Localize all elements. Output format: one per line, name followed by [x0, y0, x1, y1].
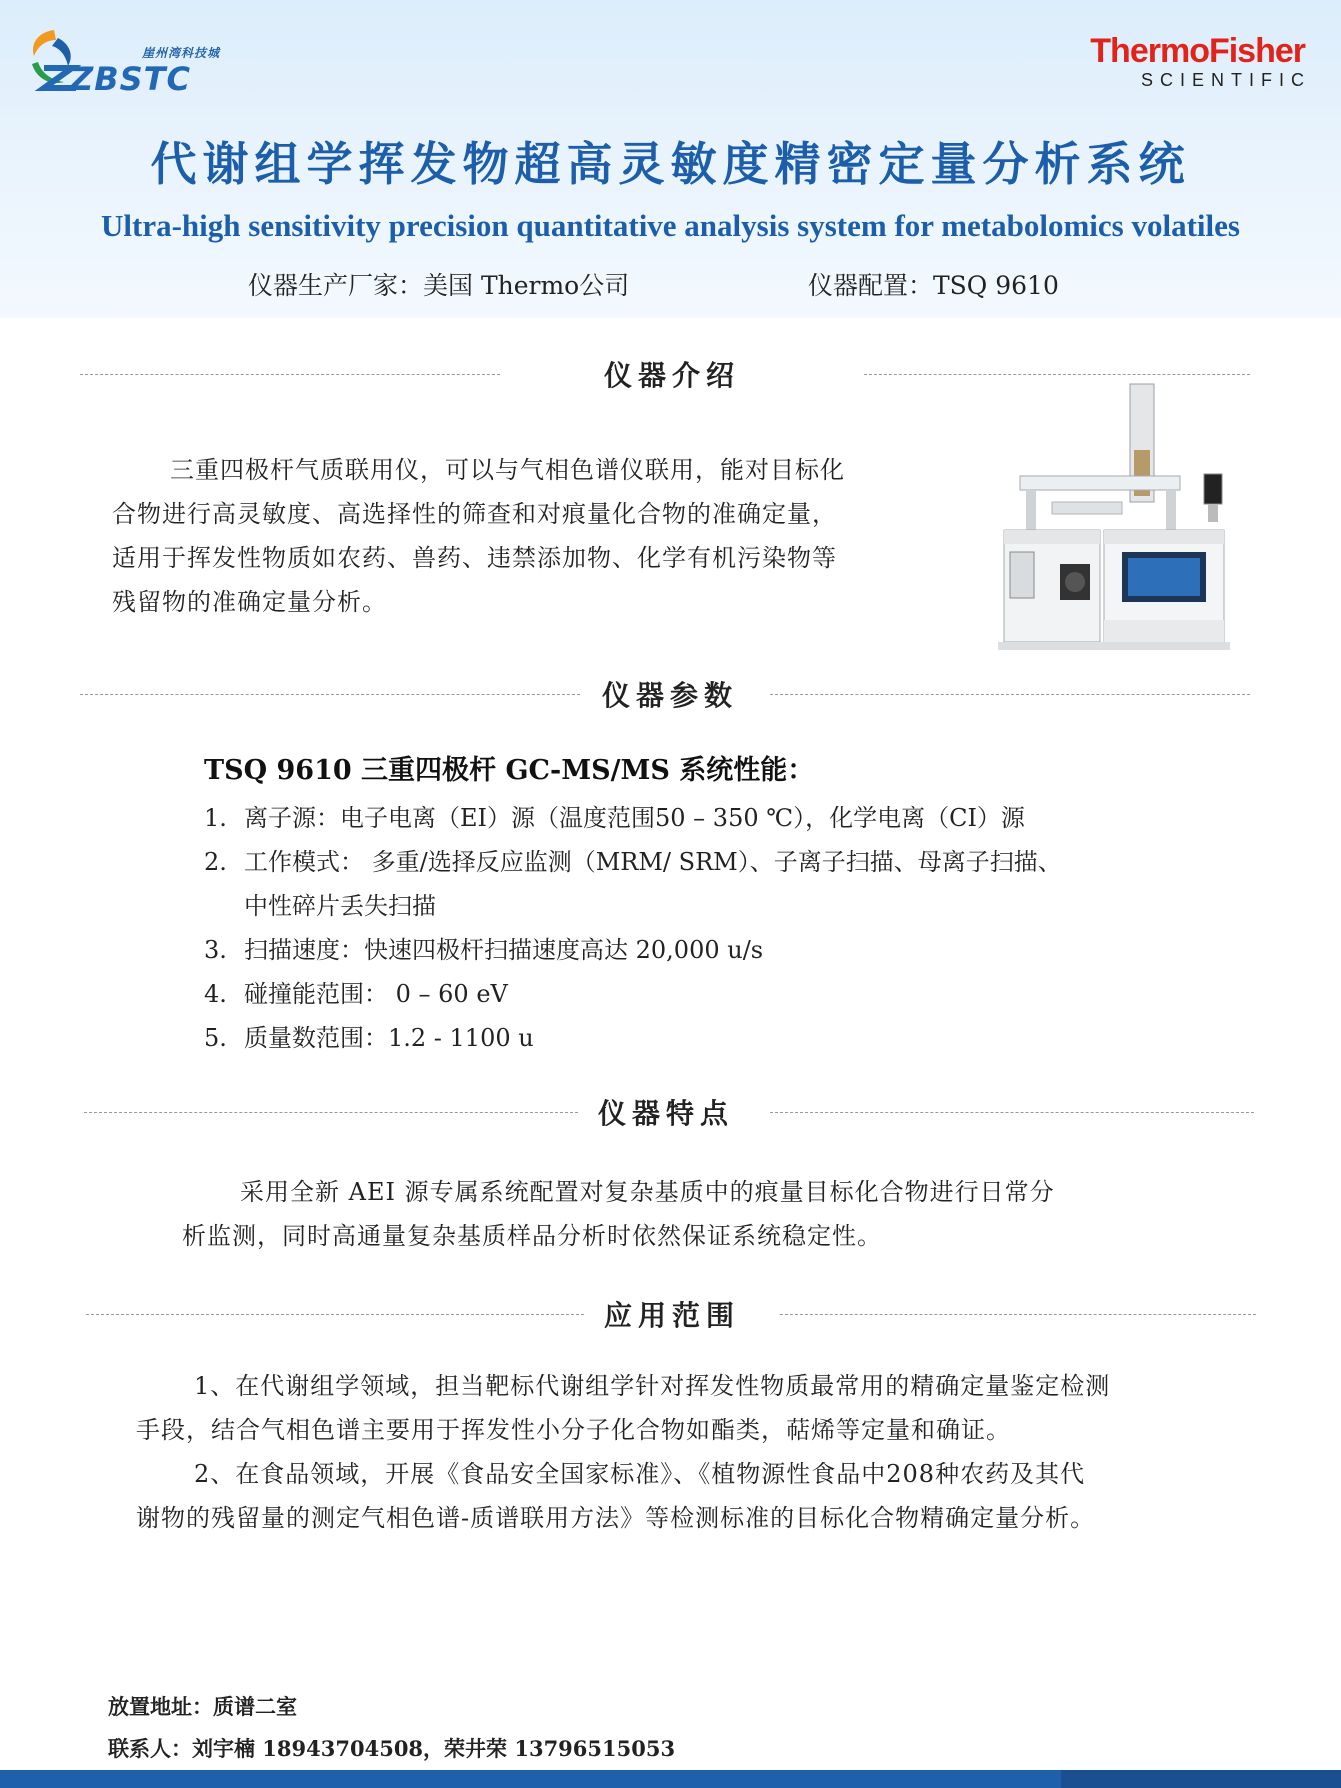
page-title-en: Ultra-high sensitivity precision quantitative analysis system for metabolomics volatiles: [101, 208, 1240, 243]
item-number: 5.: [204, 1024, 227, 1052]
thermofisher-logo: [1090, 32, 1311, 92]
applications-paragraph: [136, 1364, 1256, 1540]
intro-line: 残留物的准确定量分析。: [112, 588, 387, 616]
divider-line: [84, 1112, 578, 1113]
configuration-info: 仪器配置：TSQ 9610: [808, 271, 1059, 300]
thermofisher-brand: ThermoFisher: [1090, 32, 1305, 70]
list-item: [204, 1016, 1204, 1060]
footer-bar-accent: [1061, 1770, 1341, 1788]
applications-line: 手段，结合气相色谱主要用于挥发性小分子化合物如酯类，萜烯等定量和确证。: [136, 1416, 1011, 1444]
zbstc-logo-en: ZBSTC: [70, 60, 191, 98]
intro-line: 三重四极杆气质联用仪，可以与气相色谱仪联用，能对目标化: [170, 456, 845, 484]
features-line: 采用全新 AEI 源专属系统配置对复杂基质中的痕量目标化合物进行日常分: [240, 1178, 1055, 1206]
divider-line: [770, 1112, 1254, 1113]
section-title: 仪器参数: [602, 679, 739, 712]
item-number: 2.: [204, 848, 227, 876]
location-text: 放置地址：质谱二室: [108, 1694, 297, 1719]
item-text-continuation: 中性碎片丢失扫描: [244, 892, 436, 920]
item-number: 3.: [204, 936, 227, 964]
performance-title: TSQ 9610 三重四极杆 GC-MS/MS 系统性能：: [204, 755, 815, 786]
item-text: 扫描速度：快速四极杆扫描速度高达 20,000 u/s: [244, 936, 764, 964]
section-heading-params: [0, 674, 1341, 714]
footer-bar: [0, 1770, 1341, 1788]
intro-line: 合物进行高灵敏度、高选择性的筛查和对痕量化合物的准确定量，: [112, 500, 837, 528]
section-title: 应用范围: [604, 1299, 741, 1332]
item-number: 4.: [204, 980, 227, 1008]
list-item: [204, 840, 1204, 884]
item-text: 离子源：电子电离（EI）源（温度范围50 – 350 ℃），化学电离（CI）源: [244, 804, 1025, 832]
divider-line: [864, 374, 1250, 375]
section-heading-features: [0, 1092, 1341, 1132]
divider-line: [780, 1314, 1256, 1315]
item-text: 质量数范围：1.2 - 1100 u: [244, 1024, 534, 1052]
list-item: [204, 972, 1204, 1016]
item-number: 1.: [204, 804, 227, 832]
divider-line: [770, 694, 1250, 695]
performance-list: [204, 796, 1204, 1060]
divider-line: [86, 1314, 584, 1315]
zbstc-logo: [24, 24, 234, 99]
applications-line: 谢物的残留量的测定气相色谱-质谱联用方法》等检测标准的目标化合物精确定量分析。: [136, 1504, 1096, 1532]
list-item-continuation: [204, 884, 1204, 928]
divider-line: [80, 374, 500, 375]
features-line: 析监测，同时高通量复杂基质样品分析时依然保证系统稳定性。: [182, 1222, 882, 1250]
page-title-cn: 代谢组学挥发物超高灵敏度精密定量分析系统: [150, 137, 1191, 191]
section-heading-applications: [0, 1294, 1341, 1334]
manufacturer-info: 仪器生产厂家：美国 Thermo公司: [248, 271, 630, 300]
section-title: 仪器介绍: [604, 359, 741, 392]
list-item: [204, 928, 1204, 972]
features-paragraph: [182, 1170, 1202, 1258]
gc-ms-instrument-image: [994, 380, 1244, 658]
intro-paragraph: [112, 448, 972, 624]
item-text: 碰撞能范围： 0 – 60 eV: [244, 980, 508, 1008]
applications-line: 1、在代谢组学领域，担当靶标代谢组学针对挥发性物质最常用的精确定量鉴定检测: [194, 1372, 1111, 1400]
intro-line: 适用于挥发性物质如农药、兽药、违禁添加物、化学有机污染物等: [112, 544, 837, 572]
zbstc-logo-cn: 崖州湾科技城: [142, 46, 221, 60]
thermofisher-sub: SCIENTIFIC: [1140, 70, 1311, 90]
divider-line: [80, 694, 580, 695]
item-text: 工作模式： 多重/选择反应监测（MRM/ SRM）、子离子扫描、母离子扫描、: [244, 848, 1062, 876]
applications-line: 2、在食品领域，开展《食品安全国家标准》、《植物源性食品中208种农药及其代: [194, 1460, 1086, 1488]
contact-text: 联系人：刘宇楠 18943704508，荣井荣 13796515053: [108, 1736, 676, 1761]
footer-info: [108, 1686, 675, 1770]
section-title: 仪器特点: [598, 1097, 735, 1130]
list-item: [204, 796, 1204, 840]
